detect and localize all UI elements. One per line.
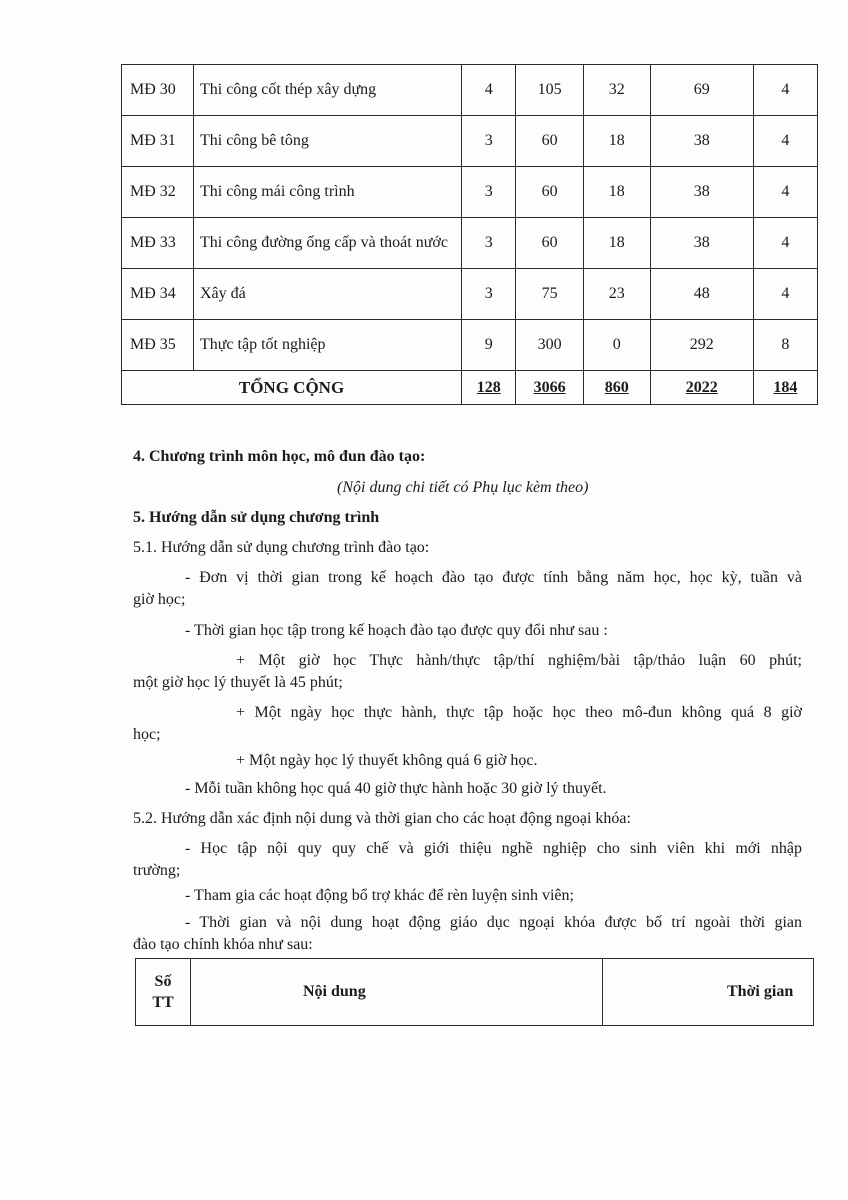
module-code: MĐ 30 <box>122 65 194 116</box>
practice-hours-cell: 48 <box>650 269 753 320</box>
paragraph: - Mỗi tuần không học quá 40 giờ thực hành hoặc 30 giờ lý thuyết. <box>185 780 607 797</box>
section-5-heading: 5. Hướng dẫn sử dụng chương trình <box>133 509 380 526</box>
credits-cell: 9 <box>462 320 516 371</box>
theory-hours-cell: 32 <box>583 65 650 116</box>
module-name: Thi công mái công trình <box>193 167 461 218</box>
paragraph: + Một ngày học lý thuyết không quá 6 giờ học. <box>236 752 538 769</box>
stt-line-2: TT <box>152 994 174 1011</box>
practice-hours-cell: 38 <box>650 218 753 269</box>
exam-hours-cell: 4 <box>753 269 817 320</box>
credits-cell: 3 <box>462 218 516 269</box>
extracurricular-table <box>135 958 814 1026</box>
paragraph: đào tạo chính khóa như sau: <box>133 936 313 953</box>
paragraph: - Học tập nội quy quy chế và giới thiệu nghề nghiệp cho sinh viên khi mới nhập <box>185 840 802 857</box>
paragraph: - Thời gian và nội dung hoạt động giáo dục ngoại khóa được bố trí ngoài thời gian <box>185 914 802 931</box>
module-name: Thi công bê tông <box>193 116 461 167</box>
theory-hours-cell: 18 <box>583 218 650 269</box>
section-4-note: (Nội dung chi tiết có Phụ lục kèm theo) <box>337 479 589 496</box>
module-name: Xây đá <box>193 269 461 320</box>
module-code: MĐ 33 <box>122 218 194 269</box>
table-row <box>122 269 818 320</box>
theory-hours-cell: 0 <box>583 320 650 371</box>
theory-hours-cell: 18 <box>583 116 650 167</box>
curriculum-table <box>121 64 818 405</box>
exam-hours-cell: 4 <box>753 116 817 167</box>
stt-line-1: Số <box>154 973 172 990</box>
module-code: MĐ 34 <box>122 269 194 320</box>
total-hours-cell: 300 <box>516 320 583 371</box>
total-practice: 2022 <box>650 371 753 405</box>
theory-hours-cell: 23 <box>583 269 650 320</box>
practice-hours-cell: 292 <box>650 320 753 371</box>
total-hours-cell: 105 <box>516 65 583 116</box>
subsection-5-1: 5.1. Hướng dẫn sử dụng chương trình đào tạo: <box>133 539 430 556</box>
table-row <box>122 320 818 371</box>
practice-hours-cell: 38 <box>650 116 753 167</box>
total-label: TỔNG CỘNG <box>122 371 462 405</box>
practice-hours-cell: 38 <box>650 167 753 218</box>
paragraph: một giờ học lý thuyết là 45 phút; <box>133 674 343 691</box>
paragraph: - Tham gia các hoạt động bổ trợ khác để rèn luyện sinh viên; <box>185 887 574 904</box>
total-hours: 3066 <box>516 371 583 405</box>
total-row <box>122 371 818 405</box>
table-row <box>122 65 818 116</box>
total-theory: 860 <box>583 371 650 405</box>
table-row <box>122 218 818 269</box>
credits-cell: 3 <box>462 116 516 167</box>
paragraph: + Một giờ học Thực hành/thực tập/thí nghiệm/bài tập/thảo luận 60 phút; <box>236 652 802 669</box>
exam-hours-cell: 4 <box>753 167 817 218</box>
table-row <box>122 167 818 218</box>
module-code: MĐ 31 <box>122 116 194 167</box>
module-code: MĐ 32 <box>122 167 194 218</box>
theory-hours-cell: 18 <box>583 167 650 218</box>
column-header-time: Thời gian <box>603 959 814 1026</box>
total-hours-cell: 60 <box>516 167 583 218</box>
subsection-5-2: 5.2. Hướng dẫn xác định nội dung và thời gian cho các hoạt động ngoại khóa: <box>133 810 631 827</box>
exam-hours-cell: 4 <box>753 218 817 269</box>
total-hours-cell: 60 <box>516 116 583 167</box>
paragraph: giờ học; <box>133 591 186 608</box>
total-hours-cell: 60 <box>516 218 583 269</box>
paragraph: + Một ngày học thực hành, thực tập hoặc học theo mô-đun không quá 8 giờ <box>236 704 802 721</box>
table-header-row <box>136 959 814 1026</box>
module-name: Thi công đường ống cấp và thoát nước <box>193 218 461 269</box>
paragraph: - Thời gian học tập trong kế hoạch đào tạo được quy đổi như sau : <box>185 622 608 639</box>
module-name: Thi công cốt thép xây dựng <box>193 65 461 116</box>
total-hours-cell: 75 <box>516 269 583 320</box>
table-row <box>122 116 818 167</box>
credits-cell: 3 <box>462 269 516 320</box>
paragraph: trường; <box>133 862 181 879</box>
paragraph: học; <box>133 726 161 743</box>
credits-cell: 4 <box>462 65 516 116</box>
column-header-stt <box>136 959 191 1026</box>
column-header-content: Nội dung <box>191 959 603 1026</box>
module-code: MĐ 35 <box>122 320 194 371</box>
total-credits: 128 <box>462 371 516 405</box>
module-name: Thực tập tốt nghiệp <box>193 320 461 371</box>
exam-hours-cell: 8 <box>753 320 817 371</box>
credits-cell: 3 <box>462 167 516 218</box>
practice-hours-cell: 69 <box>650 65 753 116</box>
exam-hours-cell: 4 <box>753 65 817 116</box>
section-4-heading: 4. Chương trình môn học, mô đun đào tạo: <box>133 448 426 465</box>
total-exam: 184 <box>753 371 817 405</box>
paragraph: - Đơn vị thời gian trong kế hoạch đào tạo được tính bằng năm học, học kỳ, tuần và <box>185 569 802 586</box>
